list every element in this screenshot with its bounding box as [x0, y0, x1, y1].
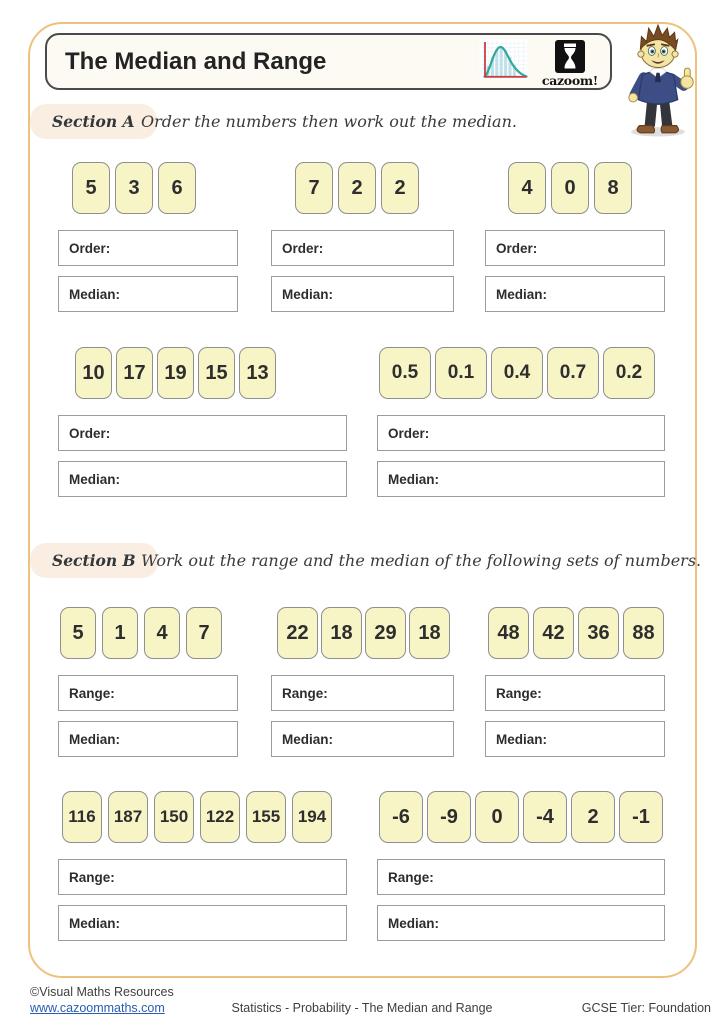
number-card: 3	[115, 162, 153, 214]
number-card-row	[485, 162, 665, 214]
median-answer-box[interactable]	[377, 461, 665, 497]
number-card-row	[58, 791, 347, 843]
worksheet-title-box	[45, 33, 612, 90]
card-group	[58, 791, 347, 941]
number-card: 15	[198, 347, 235, 399]
page-title: The Median and Range	[65, 47, 327, 75]
mascot-character	[612, 22, 704, 138]
copyright-text: ©Visual Maths Resources	[30, 985, 174, 999]
number-card: 194	[292, 791, 332, 843]
answer-box-label: Median:	[388, 471, 440, 487]
card-group	[485, 607, 665, 757]
number-card: 155	[246, 791, 286, 843]
footer-topic: Statistics - Probability - The Median and Range	[231, 1001, 493, 1015]
number-card: 0.2	[603, 347, 655, 399]
bell-curve-chart-icon	[479, 39, 528, 85]
card-group	[58, 347, 347, 497]
median-answer-box[interactable]	[485, 721, 665, 757]
median-answer-box[interactable]	[271, 276, 454, 312]
number-card: 4	[508, 162, 546, 214]
card-group	[58, 607, 238, 757]
answer-box-label: Order:	[282, 240, 324, 256]
order-answer-box[interactable]	[485, 230, 665, 266]
answer-box-label: Order:	[496, 240, 538, 256]
number-card-row	[58, 347, 347, 399]
range-answer-box[interactable]	[58, 859, 347, 895]
range-answer-box[interactable]	[485, 675, 665, 711]
number-card: 7	[186, 607, 222, 659]
card-group	[271, 162, 454, 312]
answer-box-label: Median:	[388, 915, 440, 931]
number-card: 116	[62, 791, 102, 843]
number-card: 36	[578, 607, 619, 659]
answer-box-label: Range:	[496, 685, 542, 701]
number-card-row	[58, 607, 238, 659]
number-card: 0	[551, 162, 589, 214]
card-group	[377, 347, 665, 497]
number-card-row	[271, 162, 454, 214]
card-group	[58, 162, 238, 312]
number-card: 22	[277, 607, 318, 659]
section-b-label: Section B	[30, 543, 158, 578]
number-card: 2	[571, 791, 615, 843]
median-answer-box[interactable]	[271, 721, 454, 757]
number-card: 5	[72, 162, 110, 214]
answer-box-label: Order:	[388, 425, 430, 441]
number-card: 17	[116, 347, 153, 399]
answer-box-label: Order:	[69, 240, 111, 256]
number-card-row	[485, 607, 665, 659]
median-answer-box[interactable]	[58, 721, 238, 757]
number-card: 7	[295, 162, 333, 214]
number-card: 18	[409, 607, 450, 659]
median-answer-box[interactable]	[485, 276, 665, 312]
order-answer-box[interactable]	[271, 230, 454, 266]
card-group	[377, 791, 665, 941]
header-icons	[479, 36, 610, 88]
answer-box-label: Median:	[69, 915, 121, 931]
order-answer-box[interactable]	[58, 415, 347, 451]
section-a-label: Section A	[30, 104, 157, 139]
cazoommaths-link[interactable]: www.cazoommaths.com	[30, 1000, 165, 1015]
range-answer-box[interactable]	[58, 675, 238, 711]
number-card-row	[58, 162, 238, 214]
number-card: 2	[338, 162, 376, 214]
number-card: 0.4	[491, 347, 543, 399]
number-card-row	[271, 607, 454, 659]
number-card: -9	[427, 791, 471, 843]
footer-tier: GCSE Tier: Foundation	[581, 1001, 711, 1015]
range-answer-box[interactable]	[271, 675, 454, 711]
section-a-instruction: Order the numbers then work out the median.	[141, 112, 517, 131]
number-card: 1	[102, 607, 138, 659]
answer-box-label: Range:	[69, 685, 115, 701]
answer-box-label: Median:	[496, 286, 548, 302]
number-card: 122	[200, 791, 240, 843]
answer-box-label: Range:	[69, 869, 115, 885]
answer-box-label: Median:	[282, 286, 334, 302]
number-card: 0.7	[547, 347, 599, 399]
number-card: -1	[619, 791, 663, 843]
number-card-row	[377, 347, 665, 399]
median-answer-box[interactable]	[377, 905, 665, 941]
answer-box-label: Median:	[69, 731, 121, 747]
number-card: 0	[475, 791, 519, 843]
number-card: 8	[594, 162, 632, 214]
answer-box-label: Range:	[282, 685, 328, 701]
answer-box-label: Median:	[496, 731, 548, 747]
range-answer-box[interactable]	[377, 859, 665, 895]
section-b-instruction: Work out the range and the median of the following sets of numbers.	[141, 551, 702, 570]
number-card: 6	[158, 162, 196, 214]
median-answer-box[interactable]	[58, 276, 238, 312]
number-card: 150	[154, 791, 194, 843]
answer-box-label: Median:	[69, 286, 121, 302]
order-answer-box[interactable]	[58, 230, 238, 266]
number-card: 29	[365, 607, 406, 659]
number-card: -6	[379, 791, 423, 843]
number-card: 88	[623, 607, 664, 659]
number-card: 42	[533, 607, 574, 659]
cazoom-logo	[542, 40, 598, 88]
answer-box-label: Range:	[388, 869, 434, 885]
number-card: 5	[60, 607, 96, 659]
card-group	[271, 607, 454, 757]
number-card: 18	[321, 607, 362, 659]
number-card-row	[377, 791, 665, 843]
number-card: 19	[157, 347, 194, 399]
cazoom-logo-text: cazoom!	[541, 72, 598, 88]
number-card: 2	[381, 162, 419, 214]
number-card: 0.5	[379, 347, 431, 399]
answer-box-label: Median:	[282, 731, 334, 747]
answer-box-label: Median:	[69, 471, 121, 487]
median-answer-box[interactable]	[58, 461, 347, 497]
order-answer-box[interactable]	[377, 415, 665, 451]
card-group	[485, 162, 665, 312]
number-card: -4	[523, 791, 567, 843]
number-card: 0.1	[435, 347, 487, 399]
number-card: 187	[108, 791, 148, 843]
number-card: 10	[75, 347, 112, 399]
number-card: 13	[239, 347, 276, 399]
median-answer-box[interactable]	[58, 905, 347, 941]
answer-box-label: Order:	[69, 425, 111, 441]
number-card: 4	[144, 607, 180, 659]
number-card: 48	[488, 607, 529, 659]
